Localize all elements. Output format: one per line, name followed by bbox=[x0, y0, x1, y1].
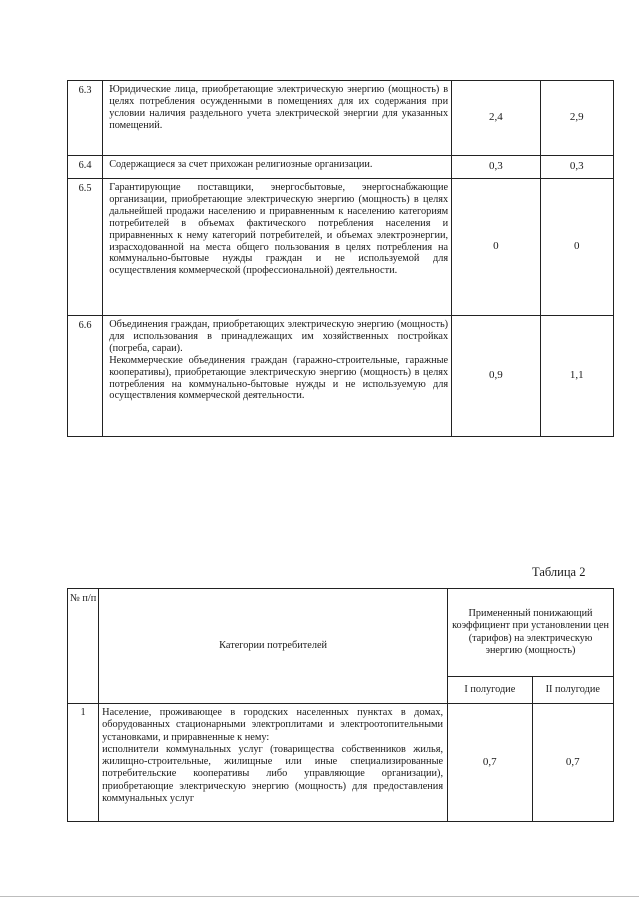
row-number: 1 bbox=[68, 704, 99, 822]
coef-half1: 0,3 bbox=[452, 156, 540, 179]
header-half2: II полугодие bbox=[532, 677, 613, 704]
row-description: Юридические лица, приобретающие электрическую энергию (мощность) в целях потребления осужденными в помещениях для их содержания при условии наличия раздельного учета электрической энергии для указанных помещений. bbox=[103, 81, 452, 156]
header-coefficient: Примененный понижающий коэффициент при установлении цен (тарифов) на электрическую энергию (мощность) bbox=[448, 589, 614, 677]
row-description bbox=[103, 316, 452, 437]
table-row bbox=[68, 316, 614, 437]
coef-half1: 0,9 bbox=[452, 316, 540, 437]
header-category: Категории потребителей bbox=[99, 589, 448, 704]
table-caption: Таблица 2 bbox=[532, 565, 586, 579]
row-description bbox=[99, 704, 448, 822]
table-row bbox=[68, 81, 614, 156]
row-number: 6.3 bbox=[68, 81, 103, 156]
coef-half2: 0,7 bbox=[532, 704, 613, 822]
row-number: 6.5 bbox=[68, 179, 103, 316]
coef-half1: 0 bbox=[452, 179, 540, 316]
table-row bbox=[68, 704, 614, 822]
coef-half2: 0 bbox=[540, 179, 613, 316]
header-half1: I полугодие bbox=[448, 677, 532, 704]
scan-edge-line bbox=[0, 896, 639, 897]
table-header-row bbox=[68, 589, 614, 677]
row-description-part1: Население, проживающее в городских населенных пунктах в домах, оборудованных стационарными электроплитами и электроотопительными установками, и приравненные к нему: bbox=[102, 707, 444, 743]
coef-half2: 1,1 bbox=[540, 316, 613, 437]
coef-half1: 0,7 bbox=[448, 704, 532, 822]
row-description-part1: Объединения граждан, приобретающих электрическую энергию (мощность) для использования в принадлежащих им хозяйственных постройках (погреба, сараи). bbox=[109, 319, 449, 354]
coef-half2: 2,9 bbox=[540, 81, 613, 156]
row-number: 6.4 bbox=[68, 156, 103, 179]
table-row bbox=[68, 156, 614, 179]
tariff-table-2 bbox=[67, 588, 614, 822]
row-description: Содержащиеся за счет прихожан религиозные организации. bbox=[103, 156, 452, 179]
header-number: № п/п bbox=[68, 589, 99, 704]
table-row bbox=[68, 179, 614, 316]
row-description-part2: исполнители коммунальных услуг (товарищества собственников жилья, жилищно-строительные, жилищные или иные специализированные потребительские кооперативы либо управляющие организации), приобретающие электрическую энергию (мощность) для предоставления коммунальных услуг bbox=[102, 743, 444, 805]
tariff-table-continued bbox=[67, 80, 614, 437]
coef-half2: 0,3 bbox=[540, 156, 613, 179]
row-description: Гарантирующие поставщики, энергосбытовые, энергоснабжающие организации, приобретающие электрическую энергию (мощность) в целях дальнейшей продажи населению и приравненным к населению категориям потребителей в объемах фактического потребления населения и приравненных к нему категорий потребителей, и объемах электроэнергии, израсходованной на места общего пользования в целях потребления на коммунально-бытовые нужды граждан и не используемой для осуществления коммерческой (профессиональной) деятельности. bbox=[103, 179, 452, 316]
row-description-part2: Некоммерческие объединения граждан (гаражно-строительные, гаражные кооперативы), приобретающие электрическую энергию (мощность) в целях потребления на коммунально-бытовые нужды и не используемую для осуществления коммерческой деятельности. bbox=[109, 354, 449, 402]
coef-half1: 2,4 bbox=[452, 81, 540, 156]
row-number: 6.6 bbox=[68, 316, 103, 437]
